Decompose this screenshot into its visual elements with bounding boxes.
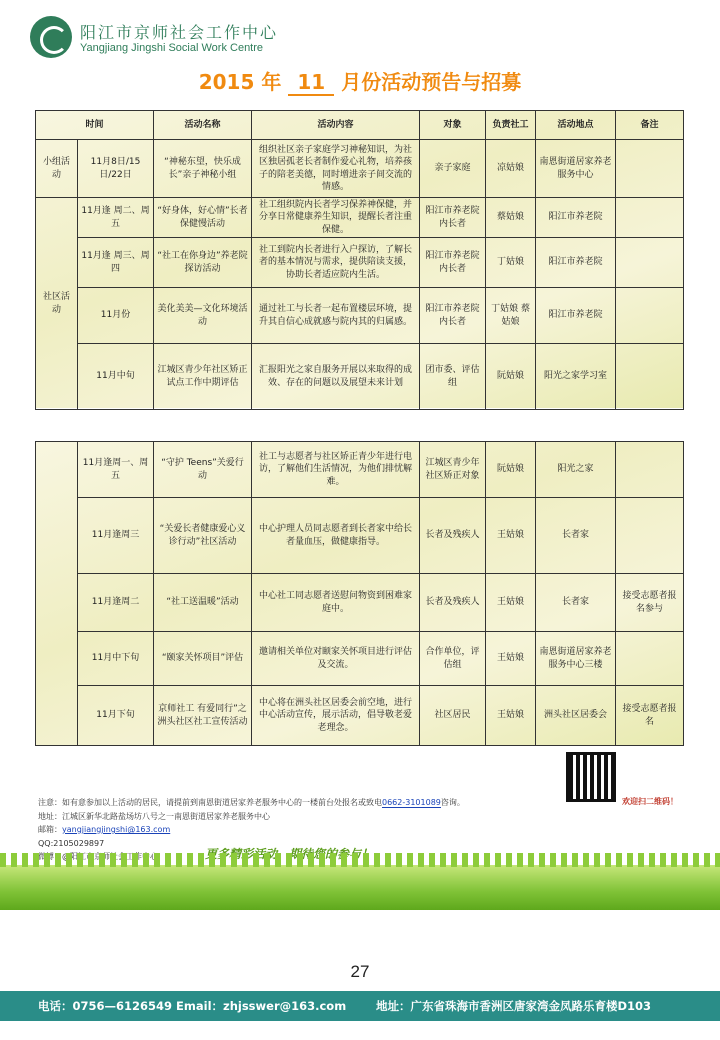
cell-content: 中心护理人员同志愿者到长者家中给长者量血压，做健康指导。 bbox=[252, 498, 420, 574]
cell-time: 11月下旬 bbox=[78, 686, 154, 746]
cell-target: 长者及残疾人 bbox=[420, 498, 486, 574]
cell-target: 阳江市养老院内长者 bbox=[420, 198, 486, 238]
col-header-content: 活动内容 bbox=[252, 111, 420, 140]
cell-note bbox=[616, 238, 684, 288]
cell-content: 中心将在洲头社区居委会前空地，进行中心活动宣传，展示活动，倡导敬老爱老理念。 bbox=[252, 686, 420, 746]
footer-address: 地址：广东省珠海市香洲区唐家湾金凤路乐育楼D103 bbox=[376, 999, 652, 1013]
table-row bbox=[36, 238, 684, 288]
cell-place: 阳光之家 bbox=[536, 442, 616, 498]
cell-place: 长者家 bbox=[536, 498, 616, 574]
cell-worker: 阮姑娘 bbox=[486, 344, 536, 410]
cell-place: 长者家 bbox=[536, 574, 616, 632]
table-row bbox=[36, 140, 684, 198]
col-header-time: 时间 bbox=[36, 111, 154, 140]
cell-time: 11月逢 周三、周四 bbox=[78, 238, 154, 288]
title-suffix: 月份活动预告与招募 bbox=[334, 70, 522, 94]
qr-caption: 欢迎扫二维码！ bbox=[622, 797, 678, 806]
table-row bbox=[36, 574, 684, 632]
cell-worker: 丁姑娘 bbox=[486, 238, 536, 288]
org-name-cn: 阳江市京师社会工作中心 bbox=[80, 23, 279, 42]
schedule-table-2 bbox=[35, 441, 683, 746]
schedule-table-1 bbox=[35, 110, 683, 408]
cell-content: 社工到院内长者进行入户探访，了解长者的基本情况与需求，提供陪读支援，协助长者适应院内生活。 bbox=[252, 238, 420, 288]
cell-worker: 王姑娘 bbox=[486, 498, 536, 574]
cell-target: 阳江市养老院内长者 bbox=[420, 238, 486, 288]
cell-note bbox=[616, 198, 684, 238]
cell-time: 11月逢 周二、周五 bbox=[78, 198, 154, 238]
cell-name: “颐家关怀项目”评估 bbox=[154, 632, 252, 686]
cell-name: “社工送温暖”活动 bbox=[154, 574, 252, 632]
table-row bbox=[36, 442, 684, 498]
org-name-en: Yangjiang Jingshi Social Work Centre bbox=[80, 42, 264, 54]
table-row bbox=[36, 288, 684, 344]
cell-target: 长者及残疾人 bbox=[420, 574, 486, 632]
col-header-worker: 负责社工 bbox=[486, 111, 536, 140]
cell-place: 阳江市养老院 bbox=[536, 238, 616, 288]
cell-time: 11月逢周三 bbox=[78, 498, 154, 574]
cell-name: “神秘东望，快乐成长”亲子神秘小组 bbox=[154, 140, 252, 198]
cell-worker: 王姑娘 bbox=[486, 686, 536, 746]
cell-worker: 阮姑娘 bbox=[486, 442, 536, 498]
cell-worker: 凉姑娘 bbox=[486, 140, 536, 198]
table-header-row bbox=[36, 111, 684, 140]
cell-target: 江城区青少年社区矫正对象 bbox=[420, 442, 486, 498]
group-label: 小组活动 bbox=[36, 140, 78, 198]
cell-name: 京师社工 有爱同行”之洲头社区社工宣传活动 bbox=[154, 686, 252, 746]
table-row bbox=[36, 344, 684, 410]
cell-content: 中心社工同志愿者送慰问物资到困难家庭中。 bbox=[252, 574, 420, 632]
cell-name: 江城区青少年社区矫正试点工作中期评估 bbox=[154, 344, 252, 410]
cell-place: 阳江市养老院 bbox=[536, 288, 616, 344]
address-line: 地址：江城区新华北路盐场坊八号之一南恩街道居家养老服务中心 bbox=[38, 811, 270, 821]
cell-note bbox=[616, 344, 684, 410]
col-header-name: 活动名称 bbox=[154, 111, 252, 140]
cell-time: 11月中下旬 bbox=[78, 632, 154, 686]
cell-name: “关爱长者健康爱心义诊行动”社区活动 bbox=[154, 498, 252, 574]
cell-content: 汇报阳光之家自服务开展以来取得的成效、存在的问题以及展望未来计划 bbox=[252, 344, 420, 410]
group-label bbox=[36, 442, 78, 746]
page-number: 27 bbox=[350, 962, 370, 981]
cell-time: 11月逢周二 bbox=[78, 574, 154, 632]
cell-place: 洲头社区居委会 bbox=[536, 686, 616, 746]
cell-note bbox=[616, 632, 684, 686]
cell-note: 接受志愿者报名参与 bbox=[616, 574, 684, 632]
cell-content: 邀请相关单位对颐家关怀项目进行评估及交流。 bbox=[252, 632, 420, 686]
cell-worker: 王姑娘 bbox=[486, 632, 536, 686]
table-row bbox=[36, 198, 684, 238]
qr-code-icon bbox=[566, 752, 616, 802]
cell-target: 合作单位，评估组 bbox=[420, 632, 486, 686]
org-logo-icon bbox=[30, 16, 72, 58]
signup-note-end: 咨询。 bbox=[440, 798, 465, 807]
cell-content: 通过社工与长者一起布置楼层环境，提升其自信心成就感与院内其的归属感。 bbox=[252, 288, 420, 344]
page-title bbox=[0, 66, 720, 96]
table-row bbox=[36, 498, 684, 574]
cell-content: 社工与志愿者与社区矫正青少年进行电访，了解他们生活情况，为他们排忧解难。 bbox=[252, 442, 420, 498]
cell-worker: 丁姑娘 蔡姑娘 bbox=[486, 288, 536, 344]
footer-bar bbox=[0, 991, 720, 1021]
org-header bbox=[30, 10, 430, 60]
email-label: 邮箱： bbox=[38, 825, 62, 834]
group-label: 社区活动 bbox=[36, 198, 78, 410]
cell-content: 社工组织院内长者学习保养神保健，并分享日常健康养生知识，提醒长者注重保健。 bbox=[252, 198, 420, 238]
email-line bbox=[38, 823, 598, 837]
cell-time: 11月中旬 bbox=[78, 344, 154, 410]
title-prefix: 2015 年 bbox=[198, 70, 289, 94]
footer-contact: 电话：0756—6126549 Email：zhjsswer@163.com bbox=[38, 999, 347, 1013]
grass-decoration bbox=[0, 865, 720, 910]
cell-note bbox=[616, 442, 684, 498]
col-header-target: 对象 bbox=[420, 111, 486, 140]
table-row bbox=[36, 686, 684, 746]
cell-target: 团市委、评估组 bbox=[420, 344, 486, 410]
email-link[interactable]: yangjiangjingshi@163.com bbox=[62, 825, 171, 834]
cell-place: 阳光之家学习室 bbox=[536, 344, 616, 410]
table-row bbox=[36, 632, 684, 686]
cell-note bbox=[616, 140, 684, 198]
col-header-note: 备注 bbox=[616, 111, 684, 140]
cell-target: 阳江市养老院内长者 bbox=[420, 288, 486, 344]
qq-line: QQ:2105029897 bbox=[38, 838, 105, 848]
cell-place: 阳江市养老院 bbox=[536, 198, 616, 238]
cell-target: 亲子家庭 bbox=[420, 140, 486, 198]
cell-content: 组织社区亲子家庭学习神秘知识，为社区独居孤老长者制作爱心礼物，培养孩子的陪老美德，同时增进亲子间交流的情感。 bbox=[252, 140, 420, 198]
cell-worker: 王姑娘 bbox=[486, 574, 536, 632]
cell-note bbox=[616, 498, 684, 574]
signup-note bbox=[38, 796, 598, 810]
cell-place: 南恩街道居家养老服务中心三楼 bbox=[536, 632, 616, 686]
col-header-place: 活动地点 bbox=[536, 111, 616, 140]
title-month: 11 bbox=[288, 70, 334, 96]
cell-worker: 蔡姑娘 bbox=[486, 198, 536, 238]
signup-note-text: 注意：如有意参加以上活动的居民，请提前到南恩街道居家养老服务中心的一楼前台处报名或致电 bbox=[38, 798, 382, 807]
signup-phone[interactable]: 0662-3101089 bbox=[382, 798, 441, 807]
cell-name: “守护 Teens”关爱行动 bbox=[154, 442, 252, 498]
cell-note: 接受志愿者报名 bbox=[616, 686, 684, 746]
cell-name: “社工在你身边”养老院探访活动 bbox=[154, 238, 252, 288]
cell-time: 11月份 bbox=[78, 288, 154, 344]
cell-note bbox=[616, 288, 684, 344]
cell-place: 南恩街道居家养老服务中心 bbox=[536, 140, 616, 198]
cell-time: 11月8日/15日/22日 bbox=[78, 140, 154, 198]
cell-name: “好身体，好心情”长者保健慢活动 bbox=[154, 198, 252, 238]
cell-target: 社区居民 bbox=[420, 686, 486, 746]
cell-name: 美化美美—文化环境活动 bbox=[154, 288, 252, 344]
cell-time: 11月逢周一、周五 bbox=[78, 442, 154, 498]
